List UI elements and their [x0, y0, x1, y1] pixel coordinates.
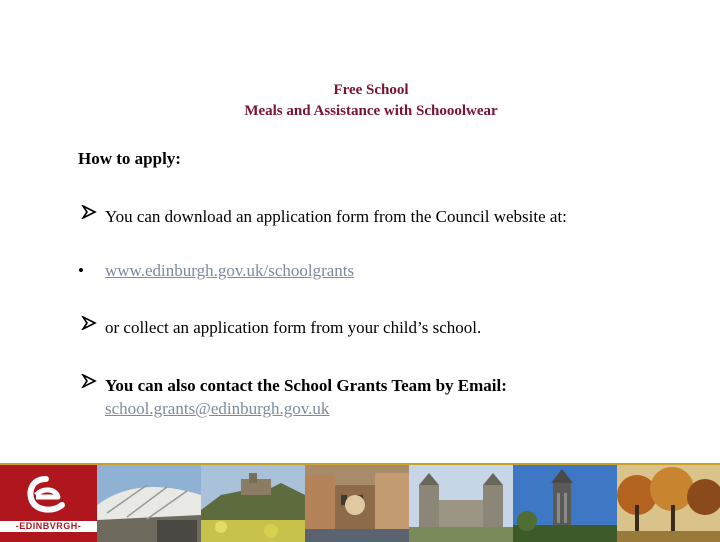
- list-item-download: [78, 205, 638, 228]
- edinburgh-logo: [0, 465, 97, 542]
- list-item-website: [78, 259, 638, 282]
- photo-street-houses: [305, 465, 409, 542]
- list-item-text: You can also contact the School Grants Team by Email:: [105, 376, 507, 395]
- photo-castle-hill: [201, 465, 305, 542]
- photo-autumn-trees: [617, 465, 720, 542]
- list-item-contact: [78, 374, 638, 420]
- list-item-text: You can download an application form from the Council website at:: [105, 207, 567, 226]
- bullet-dot-icon: •: [78, 261, 84, 280]
- how-to-apply-heading: How to apply:: [78, 149, 181, 168]
- edinburgh-logo-text: -EDINBVRGH-: [0, 521, 97, 532]
- footer-photo-banner: [0, 463, 720, 542]
- list-item-collect: [78, 316, 638, 339]
- list-item-text: or collect an application form from your child’s school.: [105, 318, 482, 337]
- arrow-bullet-icon: [78, 205, 100, 219]
- slide-title: [0, 80, 720, 122]
- photo-palace: [409, 465, 513, 542]
- email-link[interactable]: school.grants@edinburgh.gov.uk: [105, 399, 330, 418]
- website-link[interactable]: www.edinburgh.gov.uk/schoolgrants: [105, 261, 355, 280]
- arrow-bullet-icon: [78, 316, 100, 330]
- photo-monument-hill: [513, 465, 617, 542]
- arrow-bullet-icon: [78, 374, 100, 388]
- title-line-1: Free School: [333, 82, 409, 98]
- edinburgh-e-logo-icon: [22, 475, 70, 515]
- title-line-2: Meals and Assistance with Schooolwear: [244, 103, 498, 119]
- photo-sky-roof: [97, 465, 201, 542]
